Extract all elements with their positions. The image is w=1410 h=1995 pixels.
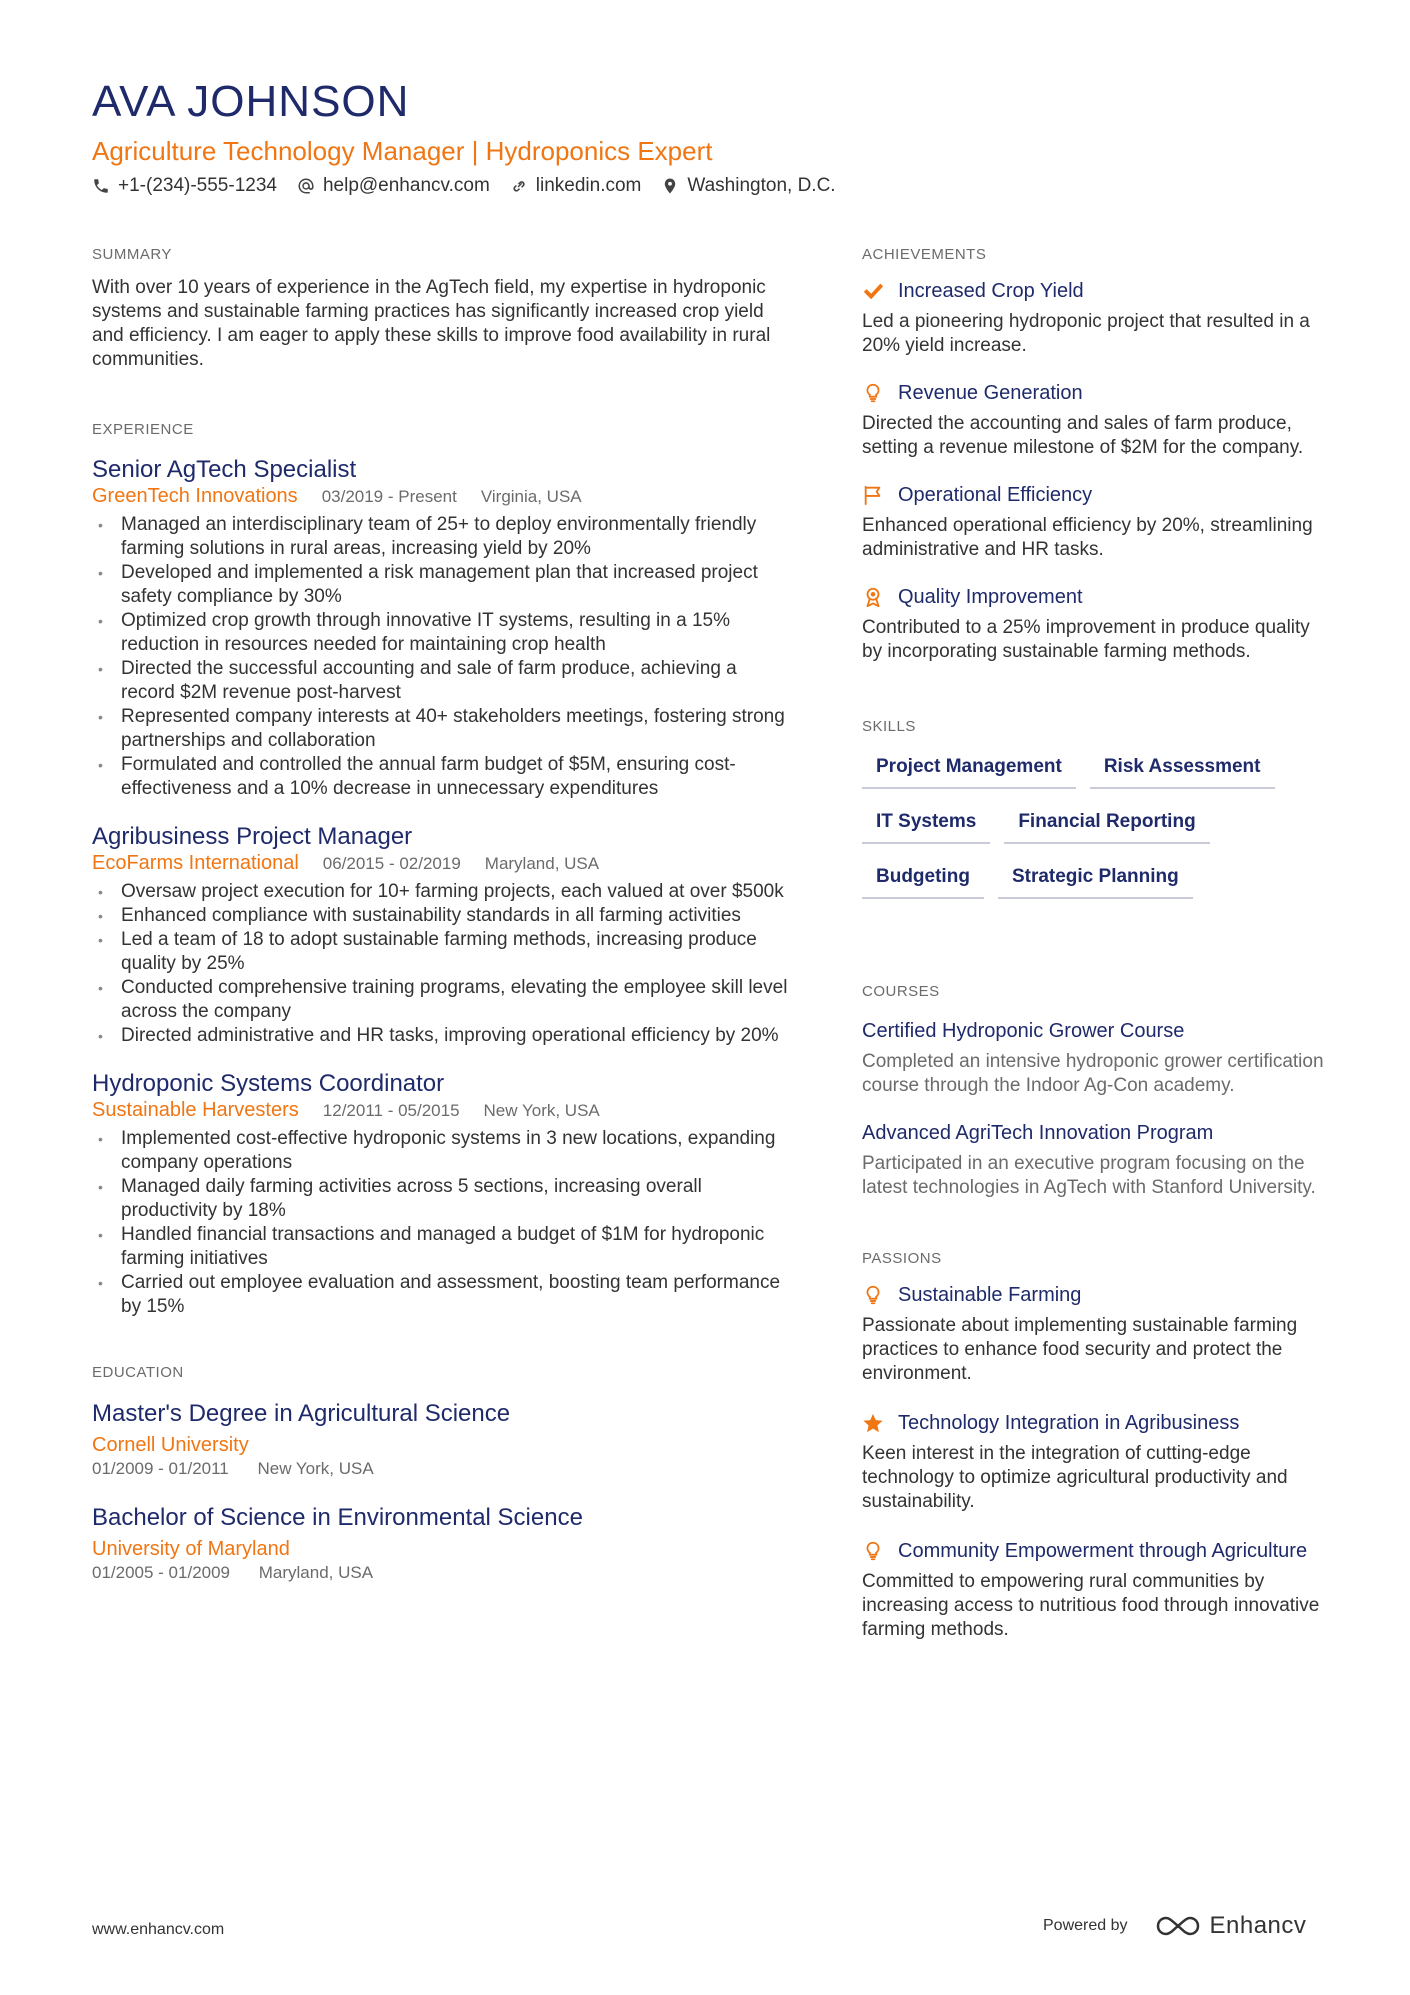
- brand[interactable]: [1154, 1912, 1307, 1940]
- job-location: Maryland, USA: [484, 854, 600, 873]
- edu-school: Cornell University: [92, 1434, 249, 1456]
- job-entry: [92, 1070, 792, 1319]
- lightbulb-icon: [862, 1284, 884, 1306]
- contact-email[interactable]: [297, 175, 490, 197]
- enhancv-logo-icon: [1154, 1913, 1202, 1939]
- course-title: Certified Hydroponic Grower Course: [862, 1020, 1185, 1042]
- email-text[interactable]: help@enhancv.com: [322, 175, 490, 196]
- job-bullet: • Handled financial transactions and managed a budget of $1M for hydroponic farming initiatives: [92, 1223, 792, 1271]
- edu-meta: [92, 1457, 792, 1481]
- achievement-item: [862, 482, 1332, 562]
- summary-text: With over 10 years of experience in the AgTech field, my expertise in hydroponic systems and sustainable farming practices has significantly increased crop yield and efficiency. I am eager to apply these skills to improve food availability in rural communities.: [92, 277, 771, 370]
- achievements-heading: ACHIEVEMENTS: [862, 246, 987, 263]
- job-dates: 03/2019 - Present: [321, 487, 457, 506]
- skills-heading: SKILLS: [862, 718, 916, 735]
- job-meta: [92, 1098, 792, 1123]
- job-bullet: • Led a team of 18 to adopt sustainable farming methods, increasing produce quality by 25%: [92, 928, 792, 976]
- lightbulb-icon: [862, 1540, 884, 1562]
- phone-icon: [92, 177, 110, 195]
- job-bullet: • Managed daily farming activities across 5 sections, increasing overall productivity by 18%: [92, 1175, 792, 1223]
- job-dates: 12/2011 - 05/2015: [322, 1101, 460, 1120]
- edu-dates: 01/2009 - 01/2011: [92, 1459, 229, 1478]
- edu-location: Maryland, USA: [258, 1563, 374, 1582]
- edu-degree: Master's Degree in Agricultural Science: [92, 1400, 511, 1427]
- linkedin-text[interactable]: linkedin.com: [535, 175, 642, 196]
- at-sign-icon: [297, 177, 315, 195]
- achievement-title: Operational Efficiency: [898, 484, 1093, 506]
- passion-title: Sustainable Farming: [898, 1284, 1082, 1306]
- passion-title: Community Empowerment through Agriculture: [898, 1540, 1308, 1562]
- achievement-description: Contributed to a 25% improvement in produce quality by incorporating sustainable farming methods.: [862, 617, 1310, 662]
- location-text: Washington, D.C.: [687, 175, 836, 196]
- experience-heading: EXPERIENCE: [92, 421, 194, 438]
- checkmark-icon: [862, 280, 884, 302]
- job-location: New York, USA: [483, 1101, 600, 1120]
- contact-linkedin[interactable]: [510, 175, 642, 197]
- edu-location: New York, USA: [257, 1459, 374, 1478]
- skill-tag: Risk Assessment: [1090, 751, 1275, 789]
- job-entry: [92, 456, 792, 801]
- achievement-description: Enhanced operational efficiency by 20%, streamlining administrative and HR tasks.: [862, 515, 1313, 560]
- candidate-name: AVA JOHNSON: [92, 77, 410, 126]
- job-meta: [92, 484, 792, 509]
- job-bullet: • Oversaw project execution for 10+ farming projects, each valued at over $500k: [92, 880, 792, 904]
- job-bullet: • Optimized crop growth through innovative IT systems, resulting in a 15% reduction in resources needed for maintaining crop health: [92, 609, 792, 657]
- skill-tag: Financial Reporting: [1004, 806, 1209, 844]
- achievement-item: [862, 278, 1332, 358]
- lightbulb-icon: [862, 382, 884, 404]
- passions-heading: PASSIONS: [862, 1250, 942, 1267]
- right-column: [862, 246, 1332, 1642]
- education-entry: [92, 1399, 792, 1481]
- phone-text: +1-(234)-555-1234: [118, 175, 277, 196]
- job-bullet: • Directed the successful accounting and sale of farm produce, achieving a record $2M revenue post-harvest: [92, 657, 792, 705]
- achievement-title: Revenue Generation: [898, 382, 1083, 404]
- job-bullet: • Enhanced compliance with sustainability standards in all farming activities: [92, 904, 792, 928]
- skill-tag: Project Management: [862, 751, 1076, 789]
- passion-description: Keen interest in the integration of cutting-edge technology to optimize agricultural productivity and sustainability.: [862, 1443, 1288, 1512]
- achievement-title: Quality Improvement: [898, 586, 1083, 608]
- flag-icon: [862, 484, 884, 506]
- footer-website[interactable]: www.enhancv.com: [92, 1921, 225, 1938]
- contact-phone: [92, 175, 277, 197]
- job-company: GreenTech Innovations: [92, 485, 298, 507]
- achievement-item: [862, 584, 1332, 664]
- skills-list: [862, 751, 1332, 916]
- edu-school: University of Maryland: [92, 1538, 290, 1560]
- passion-item: [862, 1538, 1332, 1642]
- skill-tag: Strategic Planning: [998, 861, 1193, 899]
- job-bullet: • Carried out employee evaluation and assessment, boosting team performance by 15%: [92, 1271, 792, 1319]
- edu-meta: [92, 1561, 792, 1585]
- contact-location: [661, 175, 835, 197]
- job-bullets: [92, 1127, 792, 1319]
- course-description: Participated in an executive program focusing on the latest technologies in AgTech with Stanford University.: [862, 1153, 1316, 1198]
- summary-heading: SUMMARY: [92, 246, 172, 263]
- job-bullet: • Represented company interests at 40+ stakeholders meetings, fostering strong partnerships and collaboration: [92, 705, 792, 753]
- job-bullets: [92, 513, 792, 801]
- powered-by-text: Powered by: [1043, 1917, 1128, 1934]
- job-entry: [92, 823, 792, 1048]
- skill-tag: Budgeting: [862, 861, 984, 899]
- job-bullet: • Conducted comprehensive training programs, elevating the employee skill level across the company: [92, 976, 792, 1024]
- job-title: Agribusiness Project Manager: [92, 823, 413, 850]
- award-icon: [862, 586, 884, 608]
- location-pin-icon: [661, 177, 679, 195]
- edu-degree: Bachelor of Science in Environmental Science: [92, 1504, 583, 1531]
- education-entry: [92, 1503, 792, 1585]
- courses-heading: COURSES: [862, 983, 940, 1000]
- job-title: Hydroponic Systems Coordinator: [92, 1070, 445, 1097]
- job-bullet: • Formulated and controlled the annual farm budget of $5M, ensuring cost-effectiveness and a 10% decrease in unnecessary expenditures: [92, 753, 792, 801]
- job-bullet: • Developed and implemented a risk management plan that increased project safety compliance by 30%: [92, 561, 792, 609]
- achievement-title: Increased Crop Yield: [898, 280, 1084, 302]
- achievement-description: Led a pioneering hydroponic project that resulted in a 20% yield increase.: [862, 311, 1310, 356]
- passion-item: [862, 1410, 1332, 1514]
- job-title: Senior AgTech Specialist: [92, 456, 357, 483]
- job-dates: 06/2015 - 02/2019: [322, 854, 461, 873]
- education-heading: EDUCATION: [92, 1364, 184, 1381]
- job-bullet: • Implemented cost-effective hydroponic systems in 3 new locations, expanding company operations: [92, 1127, 792, 1175]
- job-bullet: • Directed administrative and HR tasks, improving operational efficiency by 20%: [92, 1024, 792, 1048]
- job-company: Sustainable Harvesters: [92, 1099, 299, 1121]
- job-company: EcoFarms International: [92, 852, 299, 874]
- course-item: [862, 1018, 1332, 1098]
- passion-title: Technology Integration in Agribusiness: [898, 1412, 1240, 1434]
- job-bullet: • Managed an interdisciplinary team of 25+ to deploy environmentally friendly farming solutions in rural areas, increasing yield by 20%: [92, 513, 792, 561]
- passion-description: Committed to empowering rural communities by increasing access to nutritious food through innovative farming methods.: [862, 1571, 1320, 1640]
- job-meta: [92, 851, 792, 876]
- course-title: Advanced AgriTech Innovation Program: [862, 1122, 1214, 1144]
- skill-tag: IT Systems: [862, 806, 990, 844]
- contact-bar: [92, 175, 856, 197]
- achievement-item: [862, 380, 1332, 460]
- passion-item: [862, 1282, 1332, 1386]
- course-item: [862, 1120, 1332, 1200]
- job-bullets: [92, 880, 792, 1048]
- brand-name: Enhancv: [1209, 1912, 1307, 1939]
- star-icon: [862, 1412, 884, 1434]
- footer-branding[interactable]: [1043, 1912, 1306, 1940]
- edu-dates: 01/2005 - 01/2009: [92, 1563, 231, 1582]
- passion-description: Passionate about implementing sustainable farming practices to enhance food security and protect the environment.: [862, 1315, 1298, 1384]
- job-location: Virginia, USA: [480, 487, 582, 506]
- headline: Agriculture Technology Manager | Hydroponics Expert: [92, 136, 713, 166]
- achievement-description: Directed the accounting and sales of farm produce, setting a revenue milestone of $2M for the company.: [862, 413, 1304, 458]
- link-icon: [510, 177, 528, 195]
- course-description: Completed an intensive hydroponic grower certification course through the Indoor Ag-Con academy.: [862, 1051, 1324, 1096]
- left-column: [92, 246, 792, 1585]
